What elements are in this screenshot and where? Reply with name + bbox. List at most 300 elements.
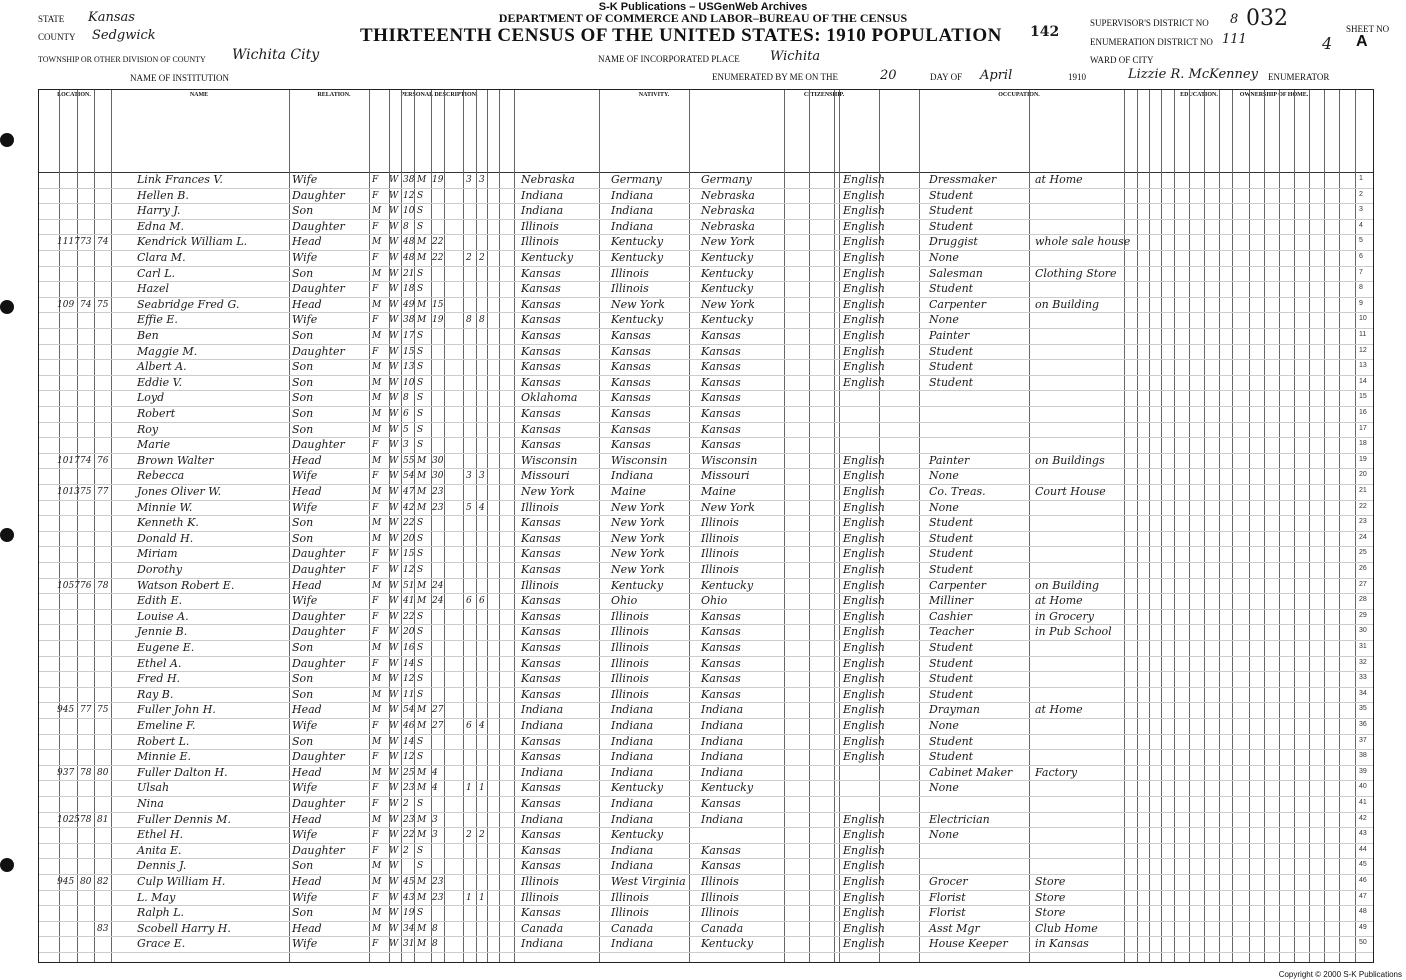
marital-status: M: [417, 721, 427, 731]
sex: M: [372, 689, 382, 700]
row-number: 29: [1359, 611, 1367, 619]
language: English: [843, 750, 885, 764]
row-number: 38: [1359, 752, 1367, 760]
relation: Daughter: [292, 188, 345, 202]
trade: Student: [929, 516, 974, 530]
race: W: [389, 315, 399, 326]
race: W: [389, 627, 399, 638]
race: W: [389, 471, 399, 482]
sex: M: [372, 877, 382, 887]
person-name: Robert: [137, 407, 176, 420]
father-birthplace: Indiana: [611, 469, 654, 483]
race: W: [389, 752, 399, 763]
row-number: 28: [1359, 596, 1367, 604]
age: 25: [403, 767, 415, 778]
language: English: [843, 344, 885, 358]
column-rule: [839, 90, 840, 962]
birthplace: Kansas: [521, 282, 561, 296]
row-number: 34: [1359, 689, 1367, 697]
sex: F: [372, 783, 379, 794]
enumerator-label: ENUMERATOR: [1268, 72, 1330, 82]
mother-birthplace: Missouri: [701, 469, 750, 483]
father-birthplace: Kansas: [611, 344, 651, 358]
marital-status: S: [417, 736, 424, 747]
sex: M: [372, 908, 382, 919]
race: W: [389, 923, 399, 934]
column-rule: [1204, 90, 1205, 962]
race: W: [389, 689, 399, 700]
birthplace: Kansas: [521, 843, 561, 857]
race: W: [389, 596, 399, 607]
person-name: Rebecca: [137, 469, 185, 483]
sex: F: [372, 346, 379, 357]
column-rule: [1174, 90, 1175, 962]
language: English: [843, 266, 885, 280]
mother-birthplace: Ohio: [701, 594, 728, 608]
relation: Son: [292, 906, 314, 920]
mother-birthplace: Kansas: [701, 625, 741, 639]
race: W: [389, 393, 399, 404]
language: English: [843, 531, 885, 545]
relation: Wife: [292, 828, 318, 842]
mother-birthplace: New York: [701, 500, 755, 514]
sex: M: [372, 237, 382, 248]
race: W: [389, 518, 399, 529]
birthplace: Illinois: [521, 235, 559, 249]
age: 23: [403, 814, 415, 825]
sex: M: [372, 861, 382, 872]
marital-status: S: [417, 658, 424, 669]
person-name: Emeline F.: [137, 719, 196, 732]
mother-birthplace: Kentucky: [701, 251, 754, 264]
dwelling-number: 78: [80, 767, 92, 778]
row-number: 3: [1359, 206, 1363, 214]
industry: Club Home: [1035, 921, 1098, 935]
column-rule: [369, 90, 370, 962]
column-rule: [1264, 90, 1265, 962]
mother-birthplace: Kansas: [701, 360, 741, 374]
mother-birthplace: Kansas: [701, 843, 741, 857]
language: English: [843, 906, 885, 920]
age: 38: [403, 175, 415, 185]
marital-status: S: [417, 799, 424, 809]
marital-status: S: [417, 362, 424, 373]
age: 54: [403, 705, 415, 716]
language: English: [843, 719, 885, 732]
industry: on Building: [1035, 578, 1100, 592]
age: 31: [403, 939, 415, 950]
father-birthplace: Indiana: [611, 703, 654, 717]
father-birthplace: Kansas: [611, 438, 651, 452]
column-rule: [1294, 90, 1295, 962]
industry: at Home: [1035, 173, 1083, 186]
house-number: 1117: [57, 237, 80, 248]
relation: Head: [292, 297, 322, 311]
place-value: Wichita: [770, 49, 821, 64]
years-married: 8: [432, 939, 438, 950]
children-born: 1: [466, 892, 472, 903]
person-name: Ben: [137, 329, 159, 342]
industry: Clothing Store: [1035, 266, 1117, 280]
father-birthplace: Illinois: [611, 672, 649, 686]
mother-birthplace: Nebraska: [701, 204, 755, 218]
race: W: [389, 721, 399, 731]
sex: F: [372, 721, 379, 731]
trade: Student: [929, 547, 974, 561]
relation: Son: [292, 859, 314, 873]
language: English: [843, 219, 885, 233]
father-birthplace: Kentucky: [611, 828, 664, 842]
person-name: Clara M.: [137, 251, 186, 264]
column-rule: [809, 90, 810, 962]
language: English: [843, 375, 885, 389]
industry: on Buildings: [1035, 453, 1105, 467]
language: English: [843, 173, 885, 186]
relation: Son: [292, 266, 314, 280]
mother-birthplace: Kansas: [701, 375, 741, 389]
race: W: [389, 658, 399, 669]
father-birthplace: Kentucky: [611, 251, 664, 264]
row-number: 19: [1359, 455, 1367, 463]
person-name: Dorothy: [137, 563, 183, 576]
relation: Head: [292, 453, 322, 467]
binder-hole: [0, 133, 14, 147]
father-birthplace: Illinois: [611, 609, 649, 623]
race: W: [389, 409, 399, 419]
relation: Head: [292, 765, 322, 779]
person-name: Donald H.: [137, 531, 194, 545]
row-number: 22: [1359, 502, 1367, 510]
language: English: [843, 297, 885, 311]
header-name: NAME: [189, 92, 209, 98]
row-number: 31: [1359, 643, 1367, 650]
children-living: 1: [479, 783, 485, 794]
mother-birthplace: Illinois: [701, 531, 739, 545]
relation: Son: [292, 391, 314, 405]
years-married: 23: [432, 502, 444, 513]
marital-status: S: [417, 190, 424, 201]
language: English: [843, 828, 885, 842]
place-label: NAME OF INCORPORATED PLACE: [598, 54, 740, 64]
relation: Wife: [292, 313, 318, 327]
trade: Student: [929, 360, 974, 374]
birthplace: Oklahoma: [521, 391, 578, 405]
person-name: Nina: [137, 797, 164, 810]
dwelling-number: 78: [80, 814, 92, 825]
sheet-code: 142: [1030, 24, 1060, 40]
father-birthplace: Kansas: [611, 407, 651, 420]
marital-status: S: [417, 549, 424, 560]
father-birthplace: Kentucky: [611, 313, 664, 327]
age: 20: [403, 627, 415, 638]
marital-status: M: [417, 939, 427, 950]
marital-status: S: [417, 393, 424, 404]
state-value: Kansas: [88, 10, 135, 25]
relation: Son: [292, 531, 314, 545]
race: W: [389, 845, 399, 856]
trade: Cabinet Maker: [929, 765, 1013, 779]
age: 15: [403, 346, 415, 357]
house-number: 1025: [57, 814, 80, 825]
sex: F: [372, 565, 379, 575]
mother-birthplace: Kentucky: [701, 266, 754, 280]
marital-status: M: [417, 237, 427, 248]
language: English: [843, 921, 885, 935]
father-birthplace: West Virginia: [611, 875, 686, 888]
father-birthplace: Canada: [611, 921, 654, 935]
father-birthplace: Kentucky: [611, 781, 664, 795]
sheet-label: SHEET NO: [1346, 24, 1390, 34]
mother-birthplace: Kansas: [701, 687, 741, 701]
father-birthplace: Indiana: [611, 765, 654, 779]
marital-status: M: [417, 814, 427, 825]
mother-birthplace: Kansas: [701, 609, 741, 623]
language: English: [843, 188, 885, 202]
race: W: [389, 284, 399, 295]
relation: Daughter: [292, 750, 345, 764]
column-rule: [476, 90, 477, 962]
row-number: 44: [1359, 845, 1367, 853]
sex: F: [372, 221, 379, 232]
person-name: Grace E.: [137, 937, 186, 951]
birthplace: Illinois: [521, 578, 559, 592]
age: 48: [403, 253, 415, 263]
race: W: [389, 830, 399, 841]
father-birthplace: Illinois: [611, 282, 649, 296]
years-married: 30: [432, 471, 444, 482]
birthplace: Illinois: [521, 890, 559, 904]
dwelling-number: 74: [80, 455, 92, 466]
relation: Daughter: [292, 563, 345, 576]
father-birthplace: Kentucky: [611, 235, 664, 249]
marital-status: S: [417, 861, 424, 872]
mother-birthplace: Canada: [701, 921, 744, 935]
mother-birthplace: Kansas: [701, 797, 741, 810]
person-name: Fuller Dennis M.: [137, 812, 231, 826]
age: 49: [403, 299, 415, 310]
trade: None: [929, 828, 959, 842]
header-education: EDUCATION.: [1180, 92, 1218, 98]
sex: M: [372, 377, 382, 388]
mother-birthplace: Illinois: [701, 875, 739, 888]
sex: M: [372, 331, 382, 341]
language: English: [843, 843, 885, 857]
years-married: 23: [432, 892, 444, 903]
children-born: 5: [466, 502, 472, 513]
birthplace: Kansas: [521, 547, 561, 561]
language: English: [843, 672, 885, 686]
row-number: 40: [1359, 783, 1367, 791]
sex: M: [372, 455, 382, 466]
trade: Student: [929, 641, 974, 654]
sex: M: [372, 206, 382, 217]
father-birthplace: Indiana: [611, 937, 654, 951]
race: W: [389, 783, 399, 794]
header-citizenship: CITIZENSHIP.: [803, 92, 845, 98]
industry: Store: [1035, 890, 1066, 904]
children-living: 2: [479, 830, 485, 841]
person-name: Ralph L.: [137, 906, 185, 920]
trade: Student: [929, 188, 974, 202]
sex: M: [372, 736, 382, 747]
relation: Wife: [292, 594, 318, 608]
marital-status: M: [417, 299, 427, 310]
father-birthplace: Kansas: [611, 329, 651, 342]
father-birthplace: Wisconsin: [611, 453, 668, 467]
person-name: Jones Oliver W.: [137, 485, 222, 498]
father-birthplace: Maine: [611, 485, 646, 498]
father-birthplace: Kansas: [611, 375, 651, 389]
mother-birthplace: Kentucky: [701, 937, 754, 951]
relation: Son: [292, 687, 314, 701]
marital-status: S: [417, 533, 424, 544]
trade: Grocer: [929, 875, 968, 888]
marital-status: S: [417, 409, 424, 419]
years-married: 22: [432, 237, 444, 248]
language: English: [843, 937, 885, 951]
relation: Head: [292, 703, 322, 717]
marital-status: M: [417, 175, 427, 185]
relation: Daughter: [292, 843, 345, 857]
person-name: Ethel A.: [137, 656, 182, 670]
father-birthplace: New York: [611, 500, 665, 514]
children-living: 2: [479, 253, 485, 263]
years-married: 24: [432, 580, 444, 591]
person-name: Fuller Dalton H.: [137, 765, 228, 779]
sex: M: [372, 533, 382, 544]
age: 10: [403, 377, 415, 388]
trade: House Keeper: [929, 937, 1008, 951]
father-birthplace: Indiana: [611, 843, 654, 857]
birthplace: Kansas: [521, 625, 561, 639]
children-born: 3: [466, 471, 472, 482]
row-number: 10: [1359, 315, 1367, 323]
years-married: 23: [432, 877, 444, 887]
row-number: 9: [1359, 299, 1363, 307]
person-name: Eddie V.: [137, 375, 183, 389]
marital-status: M: [417, 487, 427, 497]
person-name: Louise A.: [137, 609, 189, 623]
race: W: [389, 362, 399, 373]
industry: Court House: [1035, 485, 1106, 498]
sex: M: [372, 580, 382, 591]
language: English: [843, 563, 885, 576]
mother-birthplace: Illinois: [701, 547, 739, 561]
relation: Daughter: [292, 609, 345, 623]
father-birthplace: Kansas: [611, 391, 651, 405]
row-number: 47: [1359, 892, 1367, 900]
mother-birthplace: New York: [701, 235, 755, 249]
person-name: Ulsah: [137, 781, 170, 795]
years-married: 30: [432, 455, 444, 466]
family-number: 74: [97, 237, 109, 248]
birthplace: Kansas: [521, 297, 561, 311]
age: 18: [403, 284, 415, 295]
age: 11: [403, 689, 415, 700]
relation: Son: [292, 375, 314, 389]
column-rule: [834, 90, 835, 962]
age: 17: [403, 331, 415, 341]
person-name: Harry J.: [137, 204, 181, 218]
language: English: [843, 703, 885, 717]
marital-status: M: [417, 596, 427, 607]
mother-birthplace: Indiana: [701, 703, 744, 717]
column-rule: [1279, 90, 1280, 962]
race: W: [389, 908, 399, 919]
marital-status: M: [417, 923, 427, 934]
sex: F: [372, 752, 379, 763]
trade: Student: [929, 282, 974, 296]
person-name: L. May: [137, 890, 176, 904]
row-number: 26: [1359, 565, 1367, 572]
father-birthplace: Indiana: [611, 734, 654, 748]
mother-birthplace: Germany: [701, 173, 752, 186]
birthplace: Kansas: [521, 266, 561, 280]
mother-birthplace: Illinois: [701, 890, 739, 904]
person-name: Albert A.: [137, 360, 187, 374]
relation: Wife: [292, 469, 318, 483]
birthplace: Missouri: [521, 469, 570, 483]
marital-status: S: [417, 611, 424, 622]
industry: Factory: [1035, 765, 1078, 779]
header-personal: PERSONAL DESCRIPTION.: [400, 92, 478, 98]
relation: Head: [292, 875, 322, 888]
header-ownership: OWNERSHIP OF HOME.: [1239, 92, 1309, 98]
race: W: [389, 190, 399, 201]
column-rule: [1219, 90, 1220, 962]
race: W: [389, 268, 399, 279]
birthplace: Kansas: [521, 563, 561, 576]
relation: Son: [292, 734, 314, 748]
father-birthplace: Indiana: [611, 859, 654, 873]
row-number: 16: [1359, 409, 1367, 416]
column-rule: [1324, 90, 1325, 962]
language: English: [843, 875, 885, 888]
column-rule: [463, 90, 464, 962]
township-label: TOWNSHIP OR OTHER DIVISION OF COUNTY: [38, 55, 206, 64]
age: 42: [403, 502, 415, 513]
mother-birthplace: Nebraska: [701, 219, 755, 233]
birthplace: Illinois: [521, 500, 559, 514]
supervisor-value: 8: [1230, 12, 1239, 27]
race: W: [389, 377, 399, 388]
age: 22: [403, 611, 415, 622]
marital-status: S: [417, 268, 424, 279]
state-label: STATE: [38, 14, 65, 24]
trade: Student: [929, 750, 974, 764]
age: 23: [403, 783, 415, 794]
birthplace: Indiana: [521, 204, 564, 218]
person-name: Jennie B.: [137, 625, 188, 639]
birthplace: Kansas: [521, 438, 561, 452]
birthplace: Indiana: [521, 812, 564, 826]
mother-birthplace: Maine: [701, 485, 736, 498]
family-number: 82: [97, 877, 109, 887]
county-value: Sedgwick: [92, 28, 156, 43]
mother-birthplace: Kentucky: [701, 282, 754, 296]
race: W: [389, 877, 399, 887]
age: 21: [403, 268, 415, 279]
relation: Daughter: [292, 344, 345, 358]
relation: Daughter: [292, 547, 345, 561]
relation: Daughter: [292, 438, 345, 452]
years-married: 3: [432, 830, 438, 841]
language: English: [843, 453, 885, 467]
industry: in Grocery: [1035, 609, 1094, 623]
row-number: 41: [1359, 799, 1367, 806]
father-birthplace: Indiana: [611, 750, 654, 764]
years-married: 27: [432, 705, 444, 716]
